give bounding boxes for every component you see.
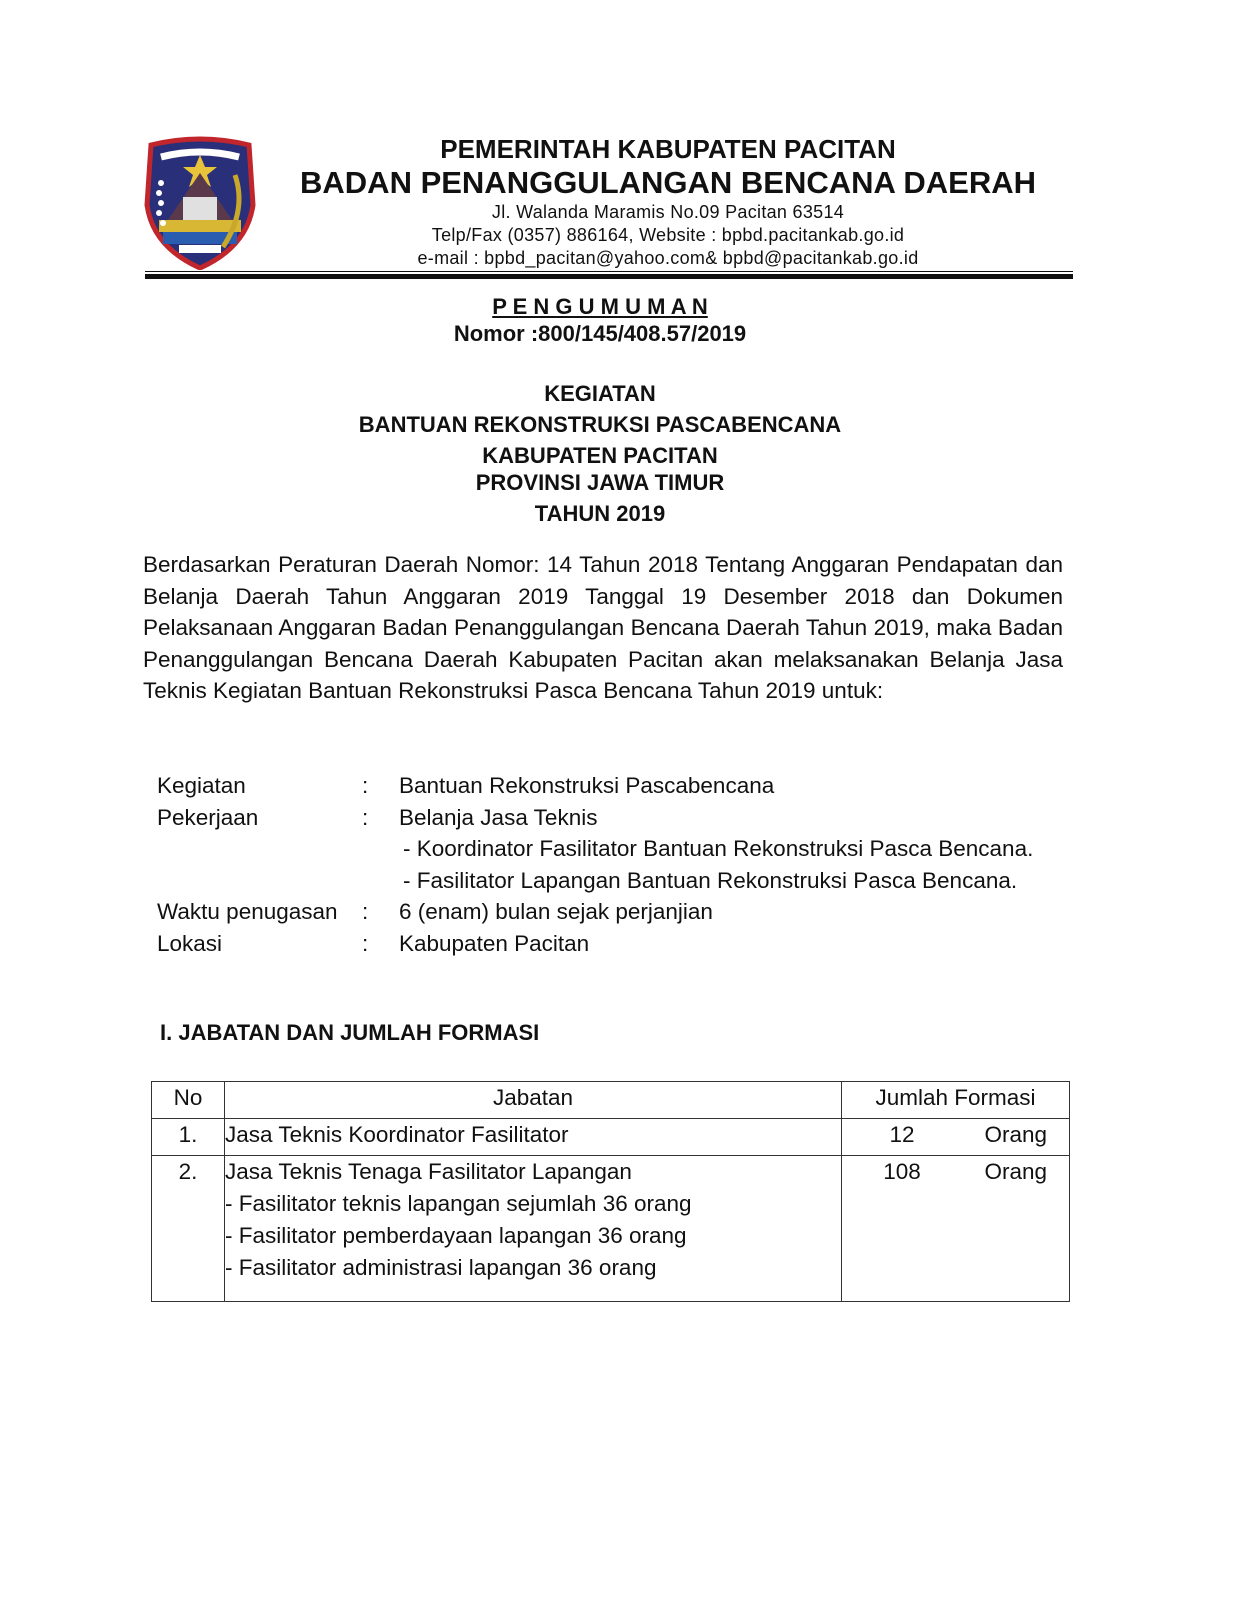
cell-jumlah: 108 Orang xyxy=(842,1156,1070,1302)
header-no: No xyxy=(152,1082,225,1119)
letterhead-agency: BADAN PENANGGULANGAN BENCANA DAERAH xyxy=(300,165,1036,200)
table-row xyxy=(152,1156,1070,1302)
header-divider-thick xyxy=(145,274,1073,279)
letterhead-government: PEMERINTAH KABUPATEN PACITAN xyxy=(440,134,896,164)
section-heading: I. JABATAN DAN JUMLAH FORMASI xyxy=(160,1020,540,1045)
detail-row: Pekerjaan : Belanja Jasa Teknis xyxy=(157,804,598,830)
subject-line: BANTUAN REKONSTRUKSI PASCABENCANA xyxy=(358,412,842,437)
formation-table xyxy=(151,1081,1070,1302)
letterhead-email: e-mail : bpbd_pacitan@yahoo.com& bpbd@pacitankab.go.id xyxy=(417,248,919,268)
table-header-row xyxy=(152,1082,1070,1119)
header-jumlah: Jumlah Formasi xyxy=(842,1082,1070,1119)
detail-row: Kegiatan : Bantuan Rekonstruksi Pascabencana xyxy=(157,773,775,798)
letterhead-phone: Telp/Fax (0357) 886164, Website : bpbd.pacitankab.go.id xyxy=(431,225,905,245)
subject-line: TAHUN 2019 xyxy=(534,501,666,526)
cell-no: 1. xyxy=(152,1119,225,1156)
announcement-title: P E N G U M U M A N xyxy=(492,294,708,319)
subject-line: PROVINSI JAWA TIMUR xyxy=(475,470,725,495)
regency-logo xyxy=(143,135,257,270)
subject-line: KABUPATEN PACITAN xyxy=(482,443,718,468)
header-jabatan: Jabatan xyxy=(225,1082,842,1119)
cell-jumlah: 12 Orang xyxy=(842,1119,1070,1156)
cell-jabatan: Jasa Teknis Tenaga Fasilitator Lapangan - Fasilitator teknis lapangan sejumlah 36 orang - Fasilitator pemberdayaan lapangan 36 orang - Fasilitator administrasi lapangan 36 orang xyxy=(225,1156,842,1302)
detail-row: - Koordinator Fasilitator Bantuan Rekonstruksi Pasca Bencana. xyxy=(403,836,1034,861)
header-divider-thin xyxy=(145,271,1073,272)
table-row xyxy=(152,1119,1070,1156)
intro-paragraph: Berdasarkan Peraturan Daerah Nomor: 14 Tahun 2018 Tentang Anggaran Pendapatan dan Belanja Daerah Tahun Anggaran 2019 Tanggal 19 Desember 2018 dan Dokumen Pelaksanaan Anggaran Badan Penanggulangan Bencana Daerah Tahun 2019, maka Badan Penanggulangan Bencana Daerah Kabupaten Pacitan akan melaksanakan Belanja Jasa Teknis Kegiatan Bantuan Rekonstruksi Pasca Bencana Tahun 2019 untuk: xyxy=(143,552,1063,703)
cell-jabatan: Jasa Teknis Koordinator Fasilitator xyxy=(225,1119,842,1156)
cell-no: 2. xyxy=(152,1156,225,1302)
letterhead-address: Jl. Walanda Maramis No.09 Pacitan 63514 xyxy=(491,202,845,222)
detail-row: Waktu penugasan : 6 (enam) bulan sejak perjanjian xyxy=(157,899,713,924)
details-list xyxy=(157,770,1077,959)
detail-row: - Fasilitator Lapangan Bantuan Rekonstruksi Pasca Bencana. xyxy=(403,867,1018,893)
detail-row: Lokasi : Kabupaten Pacitan xyxy=(157,930,590,956)
subject-line: KEGIATAN xyxy=(544,381,656,406)
announcement-number: Nomor :800/145/408.57/2019 xyxy=(453,321,747,346)
